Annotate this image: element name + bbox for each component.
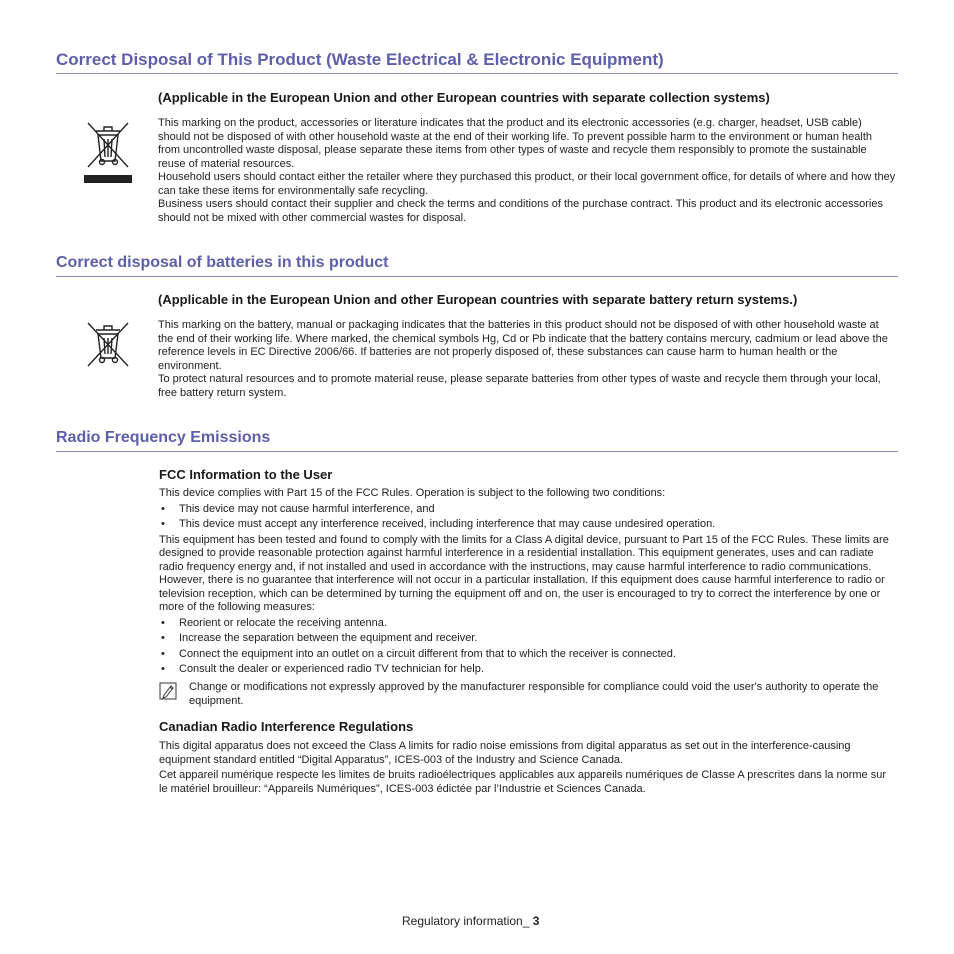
fcc-title: FCC Information to the User — [159, 467, 333, 482]
list-item: • Consult the dealer or experienced radio TV technician for help. — [159, 663, 895, 677]
note-pencil-icon — [159, 682, 177, 700]
section-body-weee — [158, 117, 896, 225]
page-footer — [402, 914, 539, 929]
section-heading-weee: Correct Disposal of This Product (Waste Electrical & Electronic Equipment) — [56, 50, 898, 74]
battery-bin-icon — [82, 320, 134, 370]
list-item: • This device must accept any interference received, including interference that may cause undesired operation. — [159, 518, 895, 532]
section-heading-radio: Radio Frequency Emissions — [56, 428, 898, 452]
list-item: • Connect the equipment into an outlet on a circuit different from that to which the receiver is connected. — [159, 648, 895, 662]
paragraph: Household users should contact either the retailer where they purchased this product, or their local government office, for details of where and how they can take these items for environmentally safe recycling. — [158, 171, 896, 197]
section-subheading-batteries: (Applicable in the European Union and other European countries with separate battery return systems.) — [158, 292, 798, 307]
paragraph: Cet appareil numérique respecte les limites de bruits radioélectriques applicables aux appareils numériques de Classe A prescrites dans la norme sur le matériel brouilleur: “Appareils Numériques”, ICES-003 édictée par l’Industrie et Sciences Canada. — [159, 769, 886, 795]
canada-title: Canadian Radio Interference Regulations — [159, 719, 414, 734]
fcc-note: Change or modifications not expressly approved by the manufacturer responsible for compliance could void the user's authority to operate the equipment. — [189, 681, 879, 707]
fcc-intro: This device complies with Part 15 of the FCC Rules. Operation is subject to the following two conditions: — [159, 487, 666, 499]
paragraph: To protect natural resources and to promote material reuse, please separate batteries from other types of waste and recycle them through your local, free battery return system. — [158, 373, 881, 399]
list-item: • Reorient or relocate the receiving antenna. — [159, 617, 895, 631]
weee-bin-icon — [82, 117, 134, 185]
page-number: 3 — [532, 914, 540, 928]
section-heading-batteries: Correct disposal of batteries in this product — [56, 253, 898, 277]
fcc-paragraph: This equipment has been tested and found to comply with the limits for a Class A digital device, pursuant to Part 15 of the FCC Rules. These limits are designed to provide reasonable protection against harmful interference in a residential installation. This equipment generates, uses and can radiate radio frequency energy and, if not installed and used in accordance with the instructions, may cause harmful interference to radio communications. However, there is no guarantee that interference will not occur in a particular installation. If this equipment does cause harmful interference to radio or television reception, which can be determined by turning the equipment off and on, the user is encouraged to try to correct the interference by one or more of the following measures: — [159, 533, 889, 613]
footer-label: Regulatory information_ — [402, 914, 530, 928]
paragraph: This marking on the battery, manual or packaging indicates that the batteries in this product should not be disposed of with other household waste at the end of their working life. Where marked, the chemical symbols Hg, Cd or Pb indicate that the battery contains mercury, cadmium or lead above the reference levels in EC Directive 2006/66. If batteries are not properly disposed of, these substances can cause harm to human health or the environment. — [158, 319, 888, 372]
canada-body — [159, 740, 897, 796]
section-subheading-weee: (Applicable in the European Union and other European countries with separate collection systems) — [158, 90, 770, 105]
section-body-batteries — [158, 319, 896, 400]
list-item: • This device may not cause harmful interference, and — [159, 503, 895, 517]
paragraph: This digital apparatus does not exceed the Class A limits for radio noise emissions from digital apparatus as set out in the interference-causing equipment standard entitled “Digital Apparatus”, ICES-003 of the Industry and Science Canada. — [159, 740, 851, 766]
paragraph: This marking on the product, accessories or literature indicates that the product and its electronic accessories (e.g. charger, headset, USB cable) should not be disposed of with other household waste at the end of their working life. To prevent possible harm to the environment or human health from uncontrolled waste disposal, please separate these items from other types of waste and recycle them responsibly to promote the sustainable reuse of material resources. — [158, 117, 873, 170]
fcc-body — [159, 487, 895, 679]
paragraph: Business users should contact their supplier and check the terms and conditions of the purchase contract. This product and its electronic accessories should not be mixed with other commercial wastes for disposal. — [158, 198, 883, 224]
list-item: • Increase the separation between the equipment and receiver. — [159, 632, 895, 646]
